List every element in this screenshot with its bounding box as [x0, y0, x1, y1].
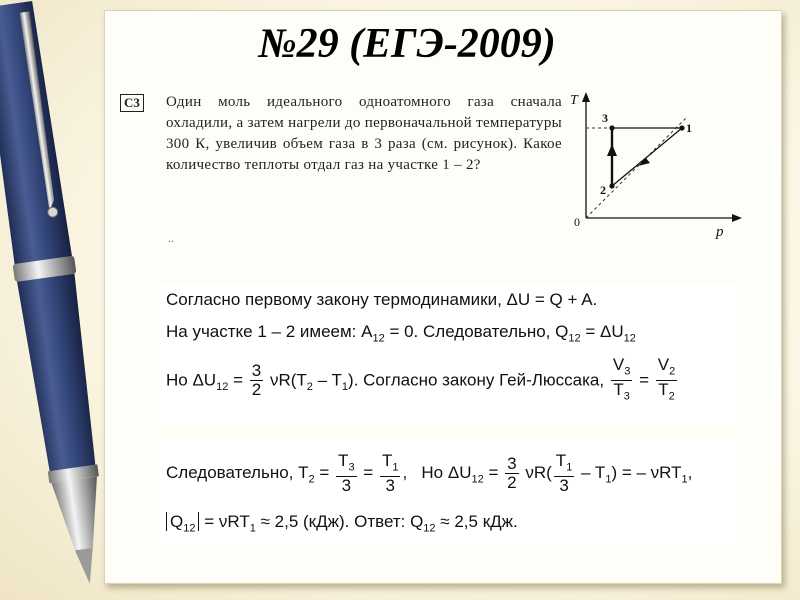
- den: 3: [559, 476, 569, 496]
- num: 3: [507, 454, 517, 474]
- eq-sign: =: [363, 463, 374, 483]
- v2: V: [657, 355, 670, 374]
- line-4c: – T: [581, 463, 606, 483]
- eq-sign: =: [319, 463, 330, 483]
- fraction-t1-3b: [554, 452, 575, 495]
- delta-u: Но ΔU: [421, 463, 472, 483]
- point-1-label: 1: [686, 121, 692, 135]
- t3: T: [613, 380, 624, 400]
- point-2-marker: [609, 183, 614, 188]
- arrow-2-3: [607, 144, 617, 156]
- t1: T: [381, 451, 393, 470]
- fraction-3-2b: [505, 455, 518, 492]
- sub: 1: [681, 473, 688, 486]
- line-5c: ≈ 2,5 (кДж). Ответ: Q: [260, 512, 424, 531]
- p-axis-arrow: [732, 214, 742, 222]
- sub-12-d: 12: [216, 380, 229, 393]
- line-5b: = νRT: [204, 512, 250, 531]
- solution-line-2: [166, 322, 636, 344]
- fraction-3-2: [250, 362, 263, 399]
- t-axis-arrow: [582, 92, 590, 102]
- line-4d: ) = – νRT: [611, 463, 682, 483]
- line-3d: ). Согласно закону Гей-Люссака,: [348, 370, 605, 390]
- segment-1-2: [612, 128, 682, 186]
- eq-sign: =: [233, 370, 244, 390]
- sub: 3: [348, 461, 355, 474]
- t2: T: [658, 380, 669, 400]
- line-5d: ≈ 2,5 кДж.: [440, 512, 518, 531]
- axis-label-p: p: [716, 224, 724, 240]
- num: [656, 356, 677, 381]
- line-3b: νR(T: [269, 370, 307, 390]
- v3: V: [612, 355, 625, 374]
- origin-dashed-line: [586, 118, 686, 218]
- sub: 1: [392, 461, 399, 474]
- den: 2: [251, 380, 262, 400]
- sub: 2: [669, 365, 676, 378]
- abs-q12: [166, 512, 199, 535]
- sub: 1: [605, 473, 612, 486]
- solution-line-4: Следовательно, $T_2$ = $\frac{T_3}{3}$ = $\frac{T_1}{3}$ , Но $\Delta U_{12}$ = $\frac{3}{2}$ νR( $\frac{T_1}{3}$ – $T_1$) = – νRT$_1$,: [166, 451, 693, 496]
- line-1-text: Согласно первому закону термодинамики, ΔU = Q + A.: [166, 290, 598, 309]
- eq-sign: =: [639, 370, 649, 390]
- line-4b: νR(: [525, 463, 552, 483]
- sub: 1: [566, 461, 573, 474]
- sub-12-c: 12: [623, 332, 636, 345]
- q: Q: [170, 512, 184, 531]
- axis-label-t: T: [570, 93, 578, 108]
- fraction-t1-3: [380, 452, 401, 495]
- sub-12-a: 12: [372, 332, 385, 345]
- solution-line-3: [166, 356, 679, 406]
- line-2b: = 0. Следовательно, Q: [389, 322, 569, 341]
- num: [336, 452, 357, 477]
- sub-2: 2: [306, 380, 313, 393]
- origin-label: 0: [574, 215, 580, 229]
- solution-line-5: [166, 512, 518, 534]
- sub-12-b: 12: [568, 332, 581, 345]
- den: 3: [385, 476, 395, 496]
- sub: 1: [249, 522, 256, 535]
- eq-sign: =: [488, 463, 499, 483]
- problem-tag: С3: [120, 94, 144, 112]
- page-title: №29 (ЕГЭ-2009): [258, 21, 556, 67]
- tp-diagram: [566, 90, 746, 240]
- problem-dots: ..: [168, 231, 174, 245]
- sub: 12: [471, 473, 484, 486]
- num: [380, 452, 401, 477]
- t3: T: [338, 451, 349, 470]
- line-2c: = ΔU: [585, 322, 624, 341]
- sub: 2: [308, 473, 315, 486]
- fraction-v3-t3: [611, 356, 632, 406]
- sub: 3: [623, 390, 630, 403]
- point-3-label: 3: [602, 111, 608, 125]
- sub: 12: [423, 522, 436, 535]
- point-1-marker: [679, 125, 684, 130]
- den: 2: [507, 473, 517, 493]
- den: [611, 381, 632, 405]
- fraction-v2-t2: [656, 356, 677, 406]
- line-3a: Но ΔU: [166, 370, 217, 390]
- den: 3: [341, 476, 352, 496]
- den: [656, 381, 677, 405]
- fraction-t3-3: [336, 452, 357, 495]
- num: [611, 356, 632, 381]
- sub: 12: [183, 522, 196, 535]
- line-3c: – T: [317, 370, 342, 390]
- t1: T: [555, 451, 567, 470]
- problem-statement: [120, 92, 562, 245]
- sub: 3: [624, 365, 631, 378]
- sub-1: 1: [341, 380, 349, 393]
- problem-text: Один моль идеального одноатомного газа сначала охладили, а затем нагрели до первоначальной температуры 300 К, увеличив объем газа в 3 раза (см. рисунок). Какое количество теплоты отдал газ на участке 1 – 2?: [166, 94, 562, 173]
- sub: 2: [668, 390, 675, 403]
- point-2-label: 2: [600, 183, 606, 197]
- point-3-marker: [609, 125, 614, 130]
- solution-line-1: [166, 290, 597, 310]
- num: 3: [251, 361, 262, 381]
- line-2a: На участке 1 – 2 имеем: A: [166, 322, 373, 341]
- line-4a: Следовательно, T: [166, 463, 309, 483]
- num: [554, 452, 575, 477]
